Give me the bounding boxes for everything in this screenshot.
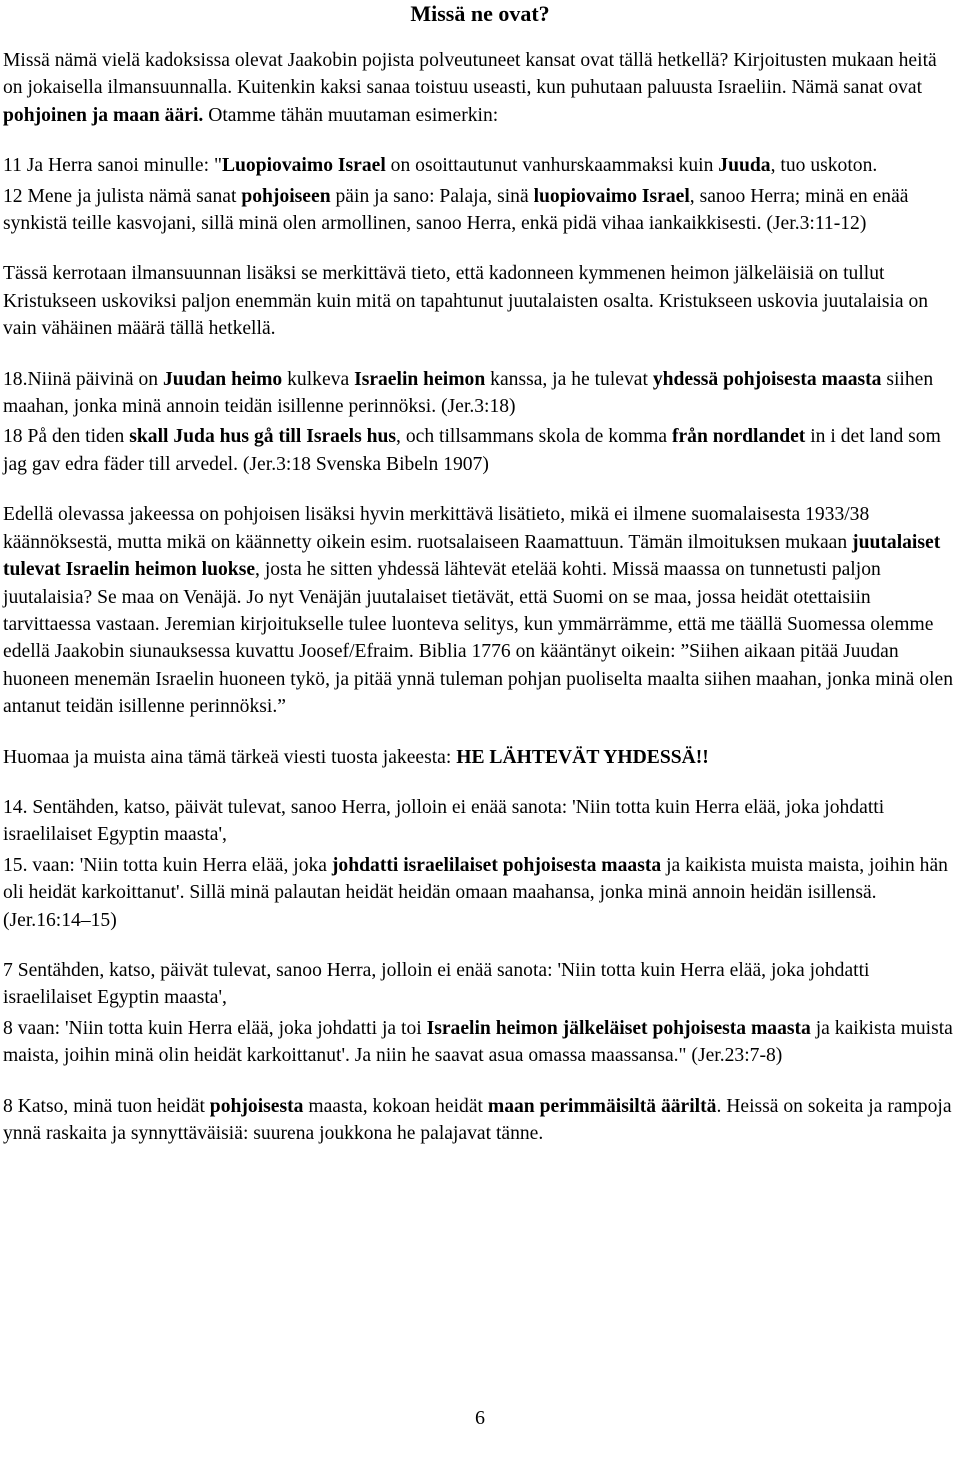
verse-jer-3-18: 18.Niinä päivinä on Juudan heimo kulkeva Israelin heimon kanssa, ja he tulevat yhdessä pohjoisesta maasta siihen maahan, jonka minä annoin teidän isillenne perinnöksi. (Jer.3:18) <box>3 368 934 418</box>
verse-jer-23-8: 8 vaan: 'Niin totta kuin Herra elää, joka johdatti ja toi Israelin heimon jälkeläiset pohjoisesta maasta ja kaikista muista maista, joihin minä olin heidät karkoittanut'. Ja niin he saavat asua omassa maassansa." (Jer.23:7-8) <box>3 1017 953 1067</box>
verse-jer-23-7: 7 Sentähden, katso, päivät tulevat, sanoo Herra, jolloin ei enää sanota: 'Niin totta kuin Herra elää, joka johdatti israelilaiset Egyptin maasta', <box>3 959 870 1009</box>
commentary-paragraph: Tässä kerrotaan ilmansuunnan lisäksi se merkittävä tieto, että kadonneen kymmenen heimon jälkeläisiä on tullut Kristukseen uskoviksi paljon enemmän kuin mitä on tapahtunut juutalaisten osalta. Kristukseen uskovia juutalaisia on vain vähäinen määrä tällä hetkellä. <box>3 263 929 340</box>
verse-jer-3-11: 11 Ja Herra sanoi minulle: "Luopiovaimo Israel on osoittautunut vanhurskaammaksi kuin Juuda, tuo uskoton. <box>3 155 878 177</box>
verse-jer-16-15: 15. vaan: 'Niin totta kuin Herra elää, joka johdatti israelilaiset pohjoisesta maasta ja kaikista muista maista, joihin hän oli heidät karkoittanut'. Sillä minä palautan heidät heidän omaan maahansa, jonka minä annoin heidän isillensä. (Jer.16:14–15) <box>3 854 948 931</box>
verse-jer-16-14: 14. Sentähden, katso, päivät tulevat, sanoo Herra, jolloin ei enää sanota: 'Niin totta kuin Herra elää, joka johdatti israelilaiset Egyptin maasta', <box>3 796 885 846</box>
intro-paragraph: Missä nämä vielä kadoksissa olevat Jaakobin pojista polveutuneet kansat ovat tällä hetkellä? Kirjoitusten mukaan heitä on jokaisella ilmansuunnalla. Kuitenkin kaksi sanaa toistuu useasti, kun puhutaan paluusta Israeliin. Nämä sanat ovat pohjoinen ja maan ääri. Otamme tähän muutaman esimerkin: <box>3 50 937 126</box>
page-number: 6 <box>475 1407 485 1429</box>
explanation-paragraph: Edellä olevassa jakeessa on pohjoisen lisäksi hyvin merkittävä lisätieto, mikä ei ilmene suomalaisesta 1933/38 käännöksestä, mutta mikä on käännetty oikein esim. ruotsalaiseen Raamattuun. Tämän ilmoituksen mukaan juutalaiset tulevat Israelin heimon luokse, josta he sitten yhdessä lähtevät etelää kohti. Missä maassa on tunnetusti paljon juutalaisia? Se maa on Venäjä. Jo nyt Venäjän juutalaiset tietävät, että Suomi on se maa, jossa heidät otettaisiin tarvittaessa vastaan. Jeremian kirjoitukselle tulee luonteva selitys, kun ymmärrämme, että me täällä Suomessa olemme edellä Jaakobin siunauksessa kuvattu Joosef/Efraim. Biblia 1776 on kääntänyt oikein: ”Siihen aikaan pitää Juudan huoneen menemän Israelin huoneen tykö, ja pitää ynnä tuleman pohjan puoliselta maalta siihen maahan, jonka minä olen antanut teidän isillenne perinnöksi.” <box>3 504 954 718</box>
verse-jer-31-8: 8 Katso, minä tuon heidät pohjoisesta maasta, kokoan heidät maan perimmäisiltä ääriltä. Heissä on sokeita ja rampoja ynnä raskaita ja synnyttäväisiä: suurena joukkona he palajavat tänne. <box>3 1095 952 1144</box>
verse-jer-3-18-swedish: 18 På den tiden skall Juda hus gå till Israels hus, och tillsammans skola de komma från nordlandet in i det land som jag gav edra fäder till arvedel. (Jer.3:18 Svenska Bibeln 1907) <box>3 426 941 475</box>
page-title: Missä ne ovat? <box>410 1 550 26</box>
reminder-paragraph: Huomaa ja muista aina tämä tärkeä viesti tuosta jakeesta: HE LÄHTEVÄT YHDESSÄ!! <box>3 746 709 768</box>
verse-jer-3-12: 12 Mene ja julista nämä sanat pohjoiseen päin ja sano: Palaja, sinä luopiovaimo Israel, sanoo Herra; minä en enää synkistä teille kasvojani, sillä minä olen armollinen, sanoo Herra, enkä pidä vihaa iankaikkisesti. (Jer.3:11-12) <box>3 185 909 235</box>
document-body <box>3 47 953 1170</box>
